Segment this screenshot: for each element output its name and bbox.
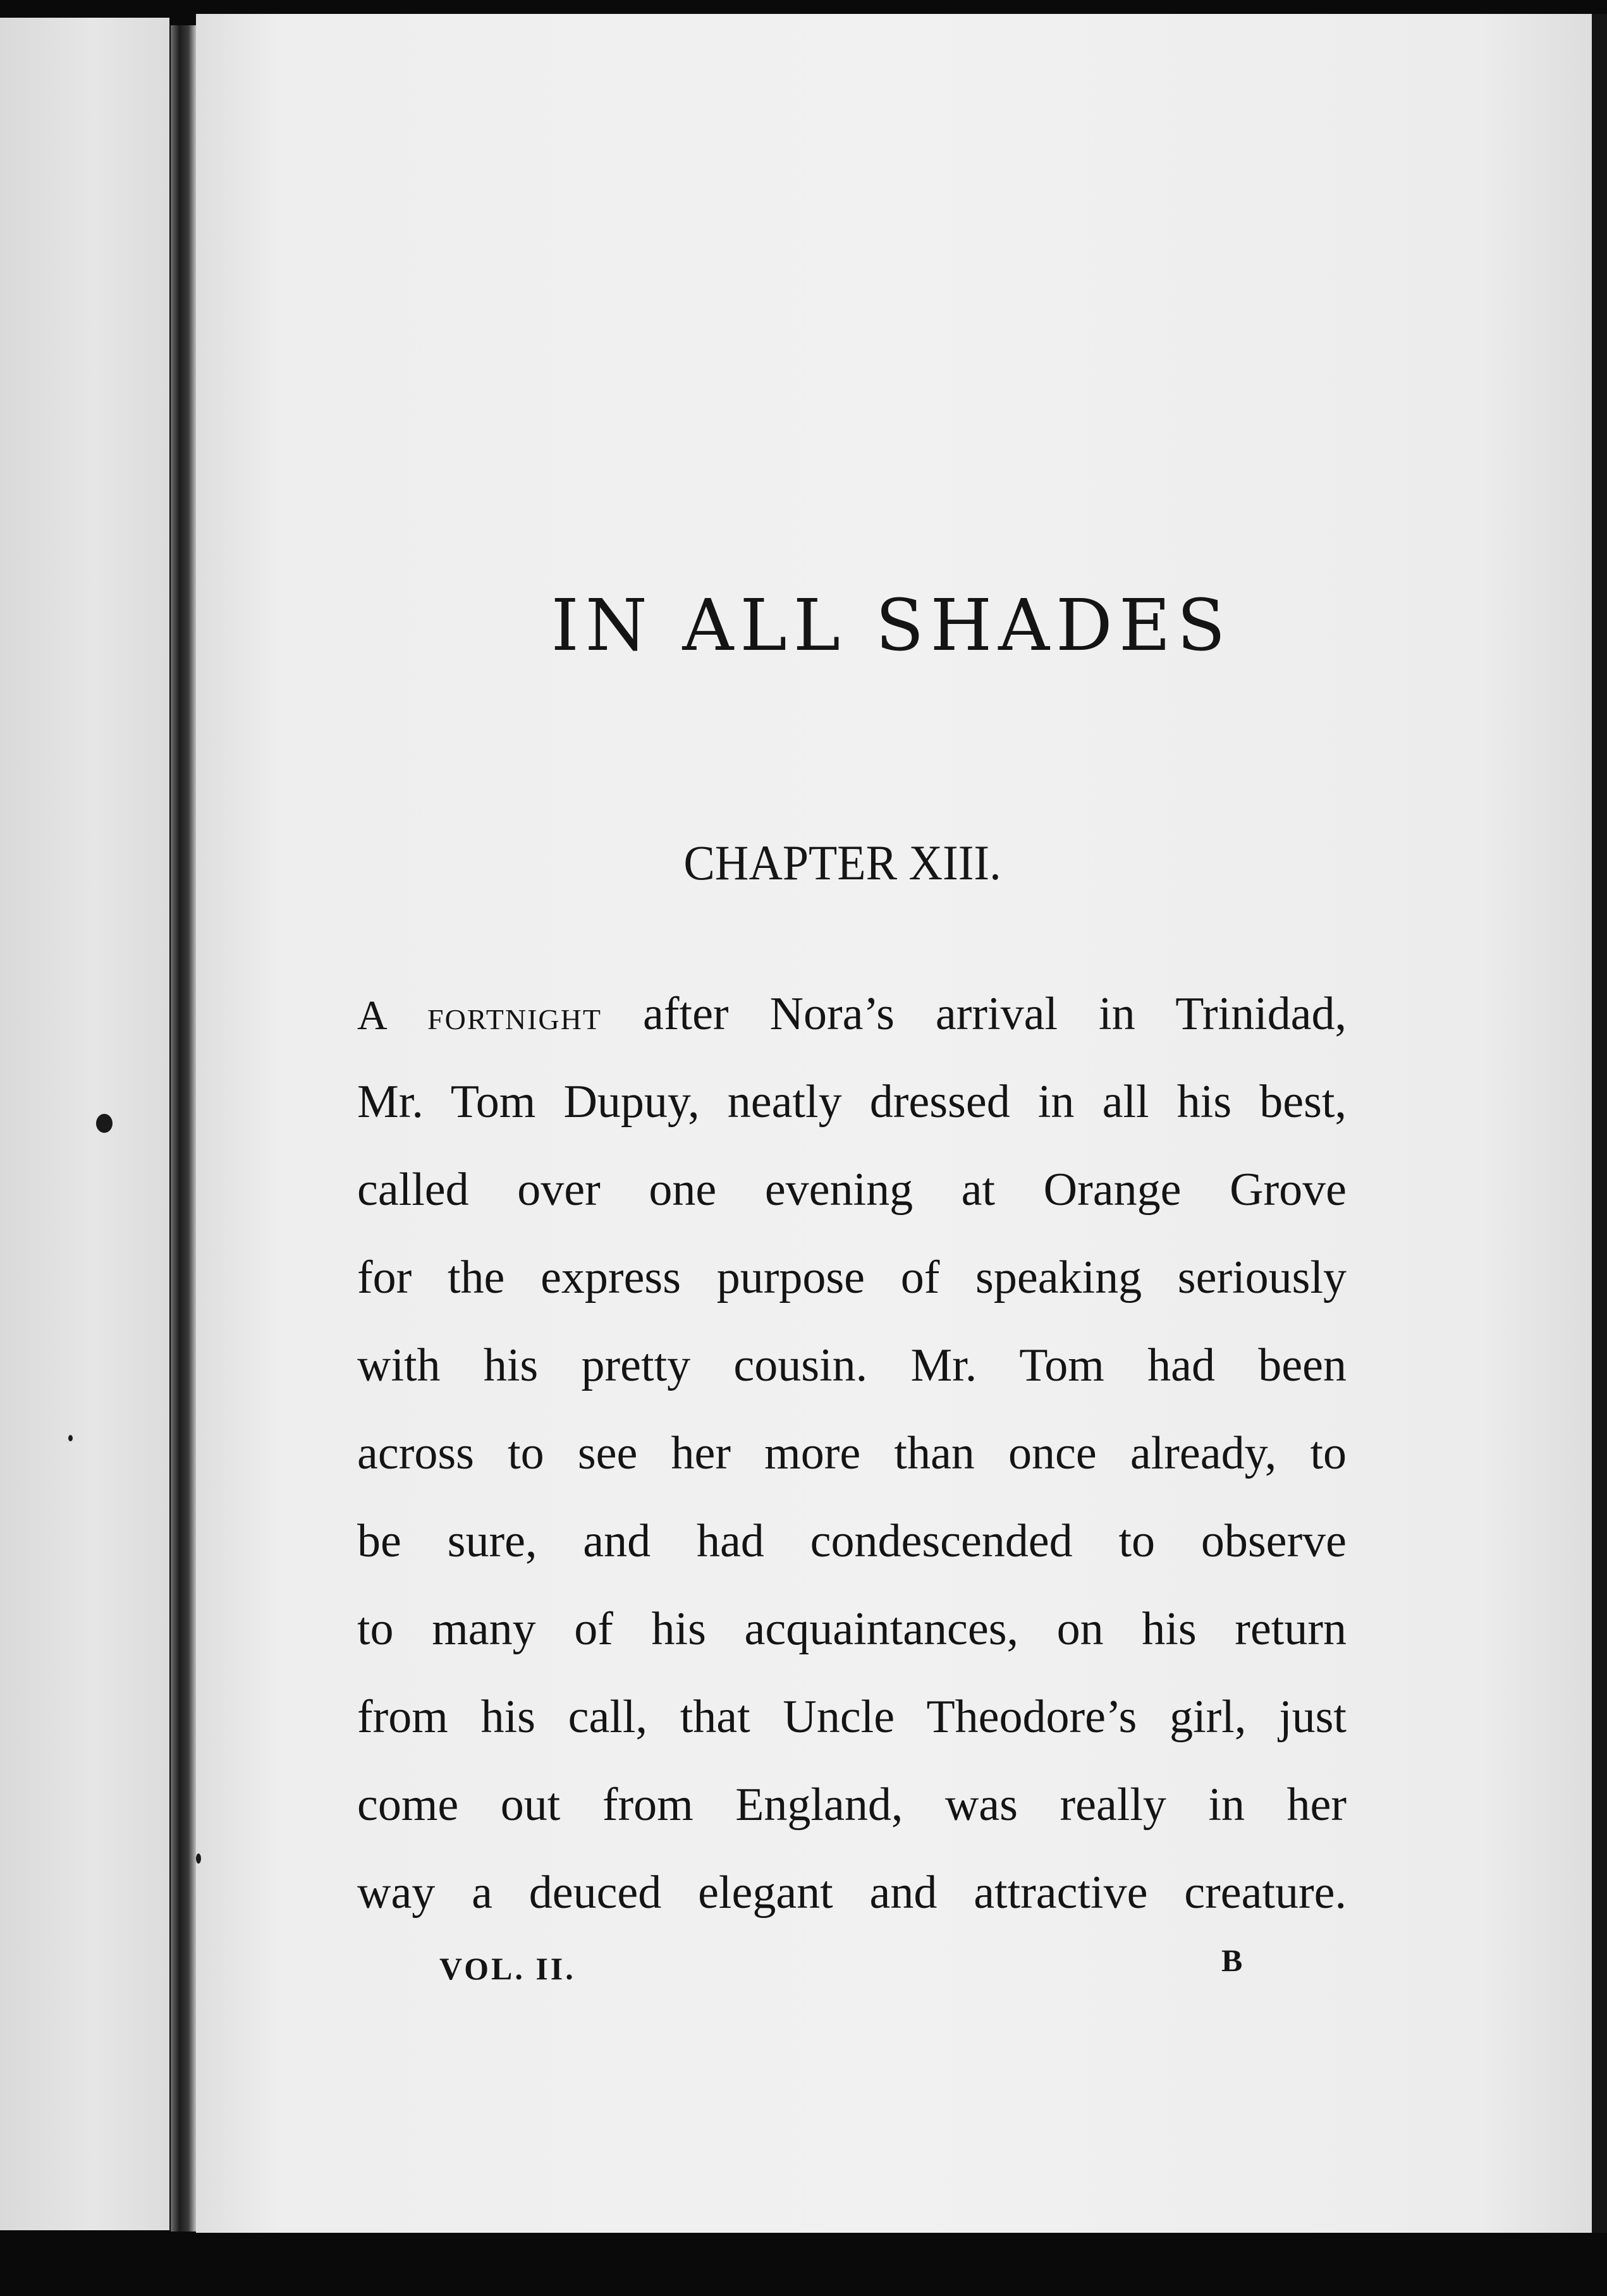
text-line: come out from England, was really in her [357, 1779, 1347, 1831]
text-line: with his pretty cousin. Mr. Tom had been [357, 1340, 1347, 1391]
printer-signature-mark: B [1221, 1943, 1243, 1978]
ink-speck [196, 1853, 201, 1864]
volume-signature: VOL. II. [439, 1951, 576, 1986]
lead-word: A fortnight [357, 992, 602, 1039]
book-title: IN ALL SHADES [551, 585, 1232, 667]
chapter-paragraph [357, 970, 1347, 1937]
scan-bottom-border [0, 2233, 1607, 2296]
page-right-edge [1592, 14, 1607, 2233]
chapter-heading: CHAPTER XIII. [683, 835, 1001, 890]
text-line: Mr. Tom Dupuy, neatly dressed in all his best, [357, 1076, 1347, 1128]
facing-page-edge [0, 18, 169, 2230]
ink-speck [96, 1114, 113, 1133]
text-line: way a deuced elegant and attractive creature. [357, 1867, 1347, 1919]
text-line: to many of his acquaintances, on his return [357, 1603, 1347, 1655]
text-line: for the express purpose of speaking seriously [357, 1252, 1347, 1304]
text-line [357, 970, 1347, 1058]
line-text: after Nora’s arrival in Trinidad, [643, 988, 1347, 1040]
text-line: called over one evening at Orange Grove [357, 1164, 1347, 1216]
book-spine-shadow [171, 25, 196, 2232]
text-line: from his call, that Uncle Theodore’s girl, just [357, 1691, 1347, 1743]
ink-speck [68, 1435, 73, 1441]
text-line: across to see her more than once already, to [357, 1427, 1347, 1479]
text-line: be sure, and had condescended to observe [357, 1515, 1347, 1567]
